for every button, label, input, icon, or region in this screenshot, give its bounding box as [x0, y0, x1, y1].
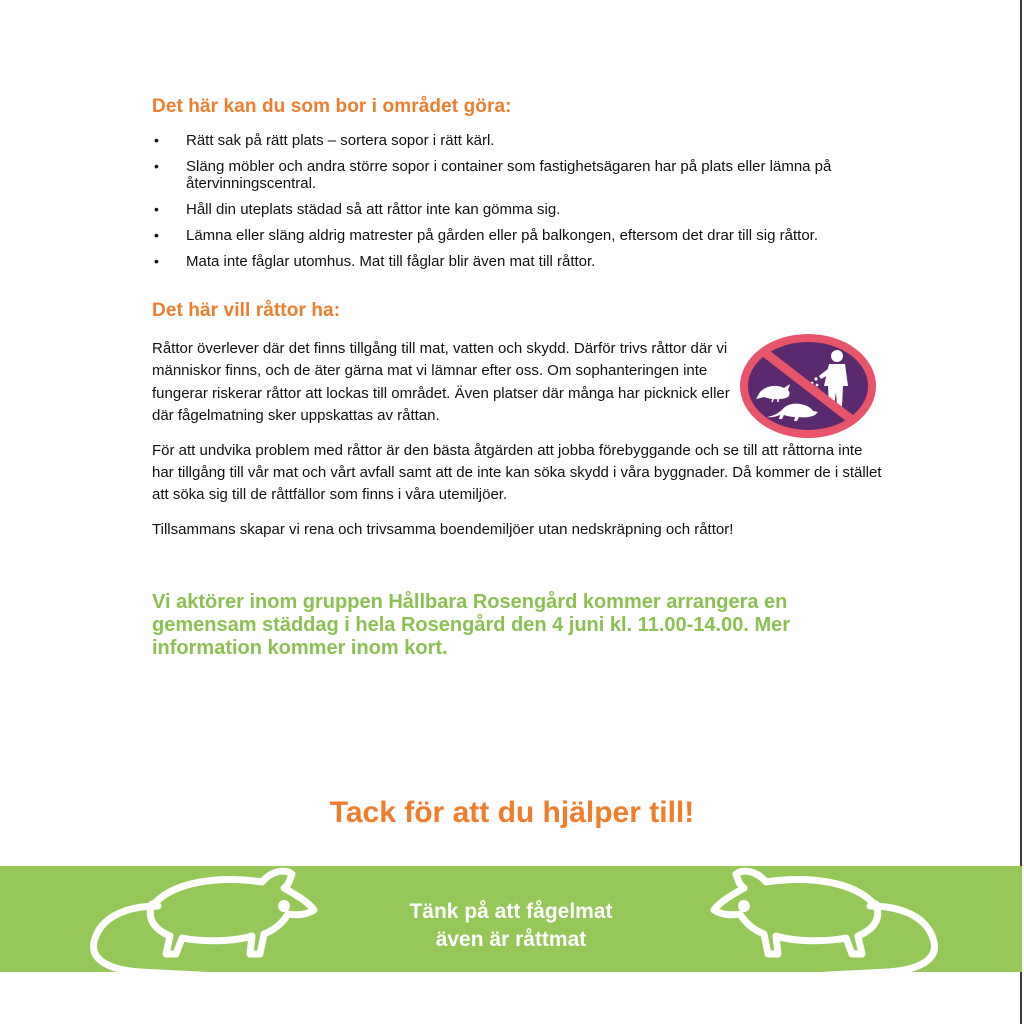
rat-icon: [700, 854, 940, 982]
footer-banner: [0, 866, 1022, 972]
tip-item: • Rätt sak på rätt plats – sortera sopor i rätt kärl.: [152, 132, 882, 149]
rats-paragraph-2: För att undvika problem med råttor är den bästa åtgärden att jobba förebyggande och se till att råttorna inte har tillgång till vår mat och vårt avfall samt att de inte kan söka skydd i våra byggnader. Då kommer de i stället att söka sig till de råttfällor som finns i våra utemiljöer.: [152, 441, 882, 504]
section-heading-what-you-can-do: Det här kan du som bor i området göra:: [152, 96, 512, 117]
rats-info-block: [152, 338, 882, 541]
banner-line-1: Tänk på att fågelmat: [409, 900, 613, 923]
rats-paragraph-1: Råttor överlever där det finns tillgång till mat, vatten och skydd. Därför trivs råttor där vi människor finns, och de äter gärna mat vi lämnar efter oss. Om sophanteringen inte fungerar riskerar råttor att lockas till området. Även platser där många har picknick eller där fågelmatning sker uppskattas av råttan.: [152, 340, 730, 425]
no-bird-feeding-sign-icon: [738, 334, 878, 438]
banner-line-2: även är råttmat: [435, 928, 587, 951]
cleanup-day-notice: Vi aktörer inom gruppen Hållbara Rosengård kommer arrangera en gemensam städdag i hela Rosengård den 4 juni kl. 11.00-14.00. Mer information kommer inom kort.: [152, 591, 791, 660]
tip-item: • Lämna eller släng aldrig matrester på gården eller på balkongen, eftersom det drar till sig råttor.: [152, 227, 882, 244]
tips-list: [152, 132, 882, 270]
tip-item: • Släng möbler och andra större sopor i container som fastighetsägaren har på plats eller lämna på återvinningscentral.: [152, 158, 882, 192]
section-heading-what-rats-want: Det här vill råttor ha:: [152, 300, 341, 321]
rats-paragraph-3: Tillsammans skapar vi rena och trivsamma boendemiljöer utan nedskräpning och råttor!: [152, 520, 734, 538]
thank-you-heading: Tack för att du hjälper till!: [329, 796, 695, 829]
tip-item: • Håll din uteplats städad så att råttor inte kan gömma sig.: [152, 201, 882, 218]
tip-item: • Mata inte fåglar utomhus. Mat till fåglar blir även mat till råttor.: [152, 253, 882, 270]
flyer-content: [152, 96, 882, 660]
